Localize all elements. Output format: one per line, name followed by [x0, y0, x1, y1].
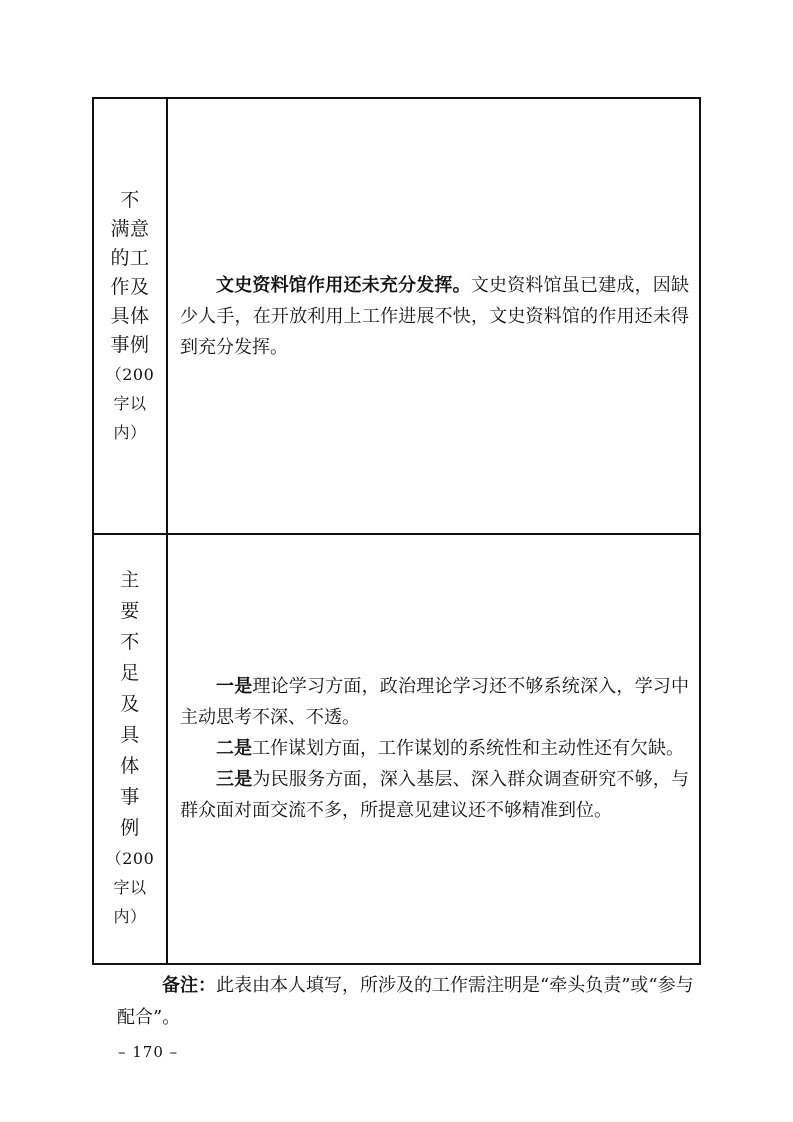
- row-content: [180, 671, 689, 826]
- label-note-line: 字以: [113, 878, 147, 897]
- paragraph-text: 为民服务方面，深入基层、深入群众调查研究不够，与群众面对面交流不多，所提意见建议还不够精准到位。: [180, 768, 690, 821]
- label-line: 事: [120, 786, 140, 808]
- label-note-line: 内）: [113, 907, 147, 926]
- remark-lead: 备注：: [162, 975, 216, 996]
- row-label-cell: [94, 533, 168, 963]
- label-line: 主: [120, 569, 140, 591]
- label-note-line: （200: [105, 849, 155, 868]
- label-line: 事例: [110, 333, 150, 356]
- paragraph-lead: 一是: [216, 675, 253, 697]
- row-content-cell: [168, 533, 699, 963]
- content-paragraph: [180, 671, 689, 733]
- label-line: 满意: [110, 217, 150, 240]
- label-line: 的工: [110, 246, 150, 269]
- label-line: 体: [120, 755, 140, 777]
- paragraph-lead: 二是: [216, 737, 252, 759]
- label-line: 具体: [110, 304, 150, 327]
- paragraph-text: 理论学习方面，政治理论学习还不够系统深入，学习中主动思考不深、不透。: [180, 675, 690, 728]
- row-content-cell: [168, 99, 699, 533]
- table-row-main-shortcomings: [94, 533, 699, 963]
- row-label: [106, 565, 155, 931]
- remark-note: [117, 970, 697, 1034]
- content-paragraph: [180, 270, 689, 363]
- row-label-cell: [94, 99, 168, 533]
- evaluation-form-table: [92, 97, 701, 965]
- label-line: 具: [120, 724, 140, 746]
- label-note-line: （200: [105, 364, 155, 384]
- table-row-unsatisfied-work: [94, 99, 699, 535]
- paragraph-lead: 文史资料馆作用还未充分发挥。: [216, 274, 471, 296]
- content-paragraph: [180, 764, 689, 826]
- label-note-line: 字以: [113, 393, 147, 413]
- label-line: 不: [120, 188, 140, 211]
- label-note-line: 内）: [113, 422, 147, 442]
- row-label: [106, 186, 155, 447]
- label-line: 要: [120, 600, 140, 622]
- row-content: [180, 270, 689, 363]
- content-paragraph: [180, 733, 689, 764]
- paragraph-text: 工作谋划方面，工作谋划的系统性和主动性还有欠缺。: [252, 737, 684, 759]
- label-line: 不: [120, 631, 140, 653]
- remark-text: 此表由本人填写，所涉及的工作需注明是“牵头负责”或“参与配合”。: [117, 975, 694, 1028]
- page-number: – 170 –: [118, 1043, 179, 1061]
- label-line: 例: [120, 817, 140, 839]
- paragraph-lead: 三是: [216, 768, 253, 790]
- label-line: 足: [120, 662, 140, 684]
- label-line: 作及: [110, 275, 150, 298]
- label-line: 及: [120, 693, 140, 715]
- paragraph-text: 文史资料馆虽已建成，因缺少人手，在开放利用上工作进展不快，文史资料馆的作用还未得到充分发挥。: [180, 274, 690, 358]
